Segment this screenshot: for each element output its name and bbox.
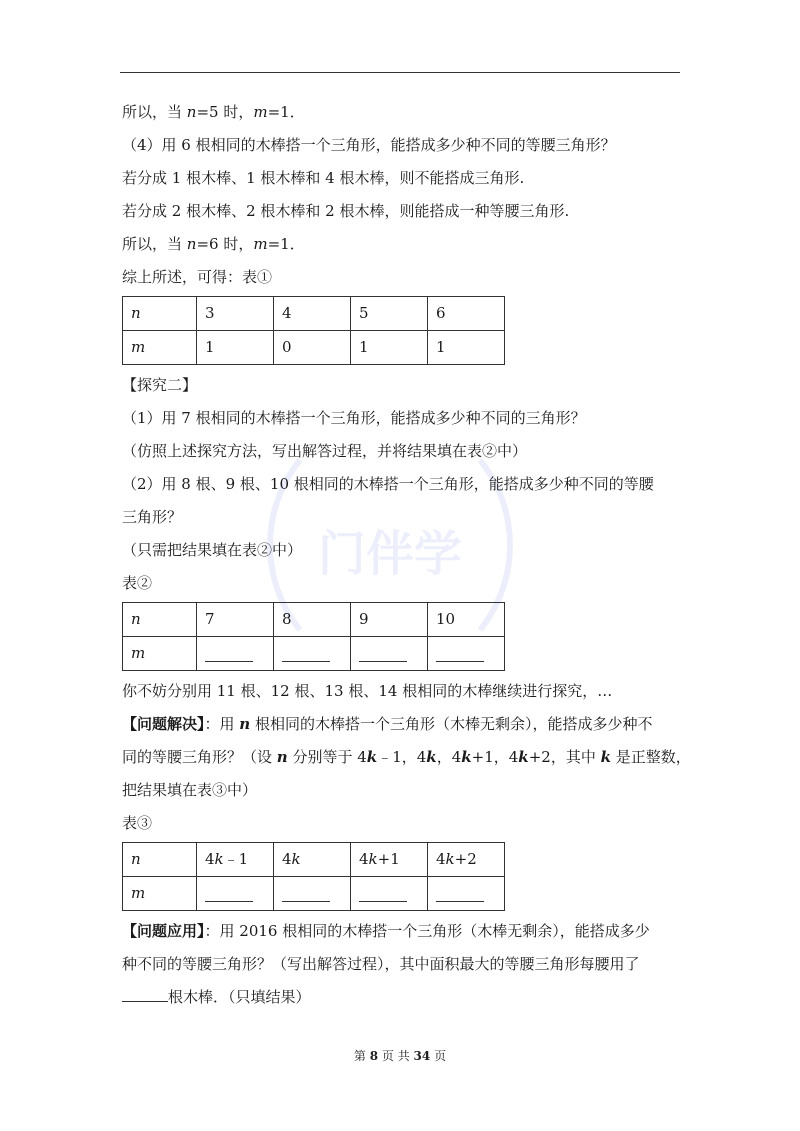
answer-blank[interactable] xyxy=(282,647,330,662)
watermark-text: 门伴学 xyxy=(317,526,463,582)
question-4: （4）用 6 根相同的木棒搭一个三角形，能搭成多少种不同的等腰三角形？ xyxy=(122,136,616,154)
summary-line: 综上所述，可得：表① xyxy=(122,268,273,286)
table-3-label: 表③ xyxy=(122,814,153,832)
problem-line-1: 【问题解决】：用 n 根相同的木棒搭一个三角形（木棒无剩余），能搭成多少种不 xyxy=(122,715,653,733)
table-row: n 4k﹣1 4k 4k+1 4k+2 xyxy=(123,843,505,877)
answer-blank[interactable] xyxy=(205,887,253,902)
table-2-label: 表② xyxy=(122,574,153,592)
header-rule xyxy=(120,72,680,73)
application-line-3: 根木棒．（只填结果） xyxy=(122,981,682,1014)
application-line-1: 【问题应用】：用 2016 根相同的木棒搭一个三角形（木棒无剩余），能搭成多少 xyxy=(122,922,650,940)
answer-blank[interactable] xyxy=(122,987,168,1002)
page-footer: 第 8 页 共 34 页 xyxy=(353,1049,447,1063)
answer-blank[interactable] xyxy=(436,887,484,902)
answer-blank[interactable] xyxy=(359,647,407,662)
continue-text: 你不妨分别用 11 根、12 根、13 根、14 根相同的木棒继续进行探究，… xyxy=(122,682,613,700)
answer-blank[interactable] xyxy=(359,887,407,902)
table-row: m xyxy=(123,637,505,671)
answer-blank[interactable] xyxy=(205,647,253,662)
table-row: n 7 8 9 10 xyxy=(123,603,505,637)
problem-line-3: 把结果填在表③中） xyxy=(122,781,258,799)
document-body xyxy=(122,96,691,1014)
application-line-2: 种不同的等腰三角形？（写出解答过程），其中面积最大的等腰三角形每腰用了 xyxy=(122,955,640,973)
explore-2-q2-line2: 三角形？ xyxy=(122,508,183,526)
explore-2-title: 【探究二】 xyxy=(122,376,198,394)
case-114: 若分成 1 根木棒、1 根木棒和 4 根木棒，则不能搭成三角形. xyxy=(122,169,525,187)
explore-2-q2-line1: （2）用 8 根、9 根、10 根相同的木棒搭一个三角形，能搭成多少种不同的等腰 xyxy=(122,475,654,493)
answer-blank[interactable] xyxy=(436,647,484,662)
explore-2-q1-note: （仿照上述探究方法，写出解答过程，并将结果填在表②中） xyxy=(122,442,528,460)
table-row: m xyxy=(123,877,505,911)
explore-2-q2-note: （只需把结果填在表②中） xyxy=(122,541,303,559)
case-222: 若分成 2 根木棒、2 根木棒和 2 根木棒，则能搭成一种等腰三角形. xyxy=(122,202,570,220)
table-1 xyxy=(122,296,505,365)
answer-blank[interactable] xyxy=(282,887,330,902)
line-n6-result: 所以，当 n=6 时，m=1． xyxy=(122,235,305,253)
table-3 xyxy=(122,842,505,911)
problem-line-2: 同的等腰三角形？（设 n 分别等于 4k﹣1，4k，4k+1，4k+2，其中 k 是正整数， xyxy=(122,748,691,766)
table-row: n 3 4 5 6 xyxy=(123,297,505,331)
explore-2-q1: （1）用 7 根相同的木棒搭一个三角形，能搭成多少种不同的三角形？ xyxy=(122,409,586,427)
table-2 xyxy=(122,602,505,671)
table-row: m 1 0 1 1 xyxy=(123,331,505,365)
line-n5-result: 所以，当 n=5 时，m=1． xyxy=(122,103,305,121)
